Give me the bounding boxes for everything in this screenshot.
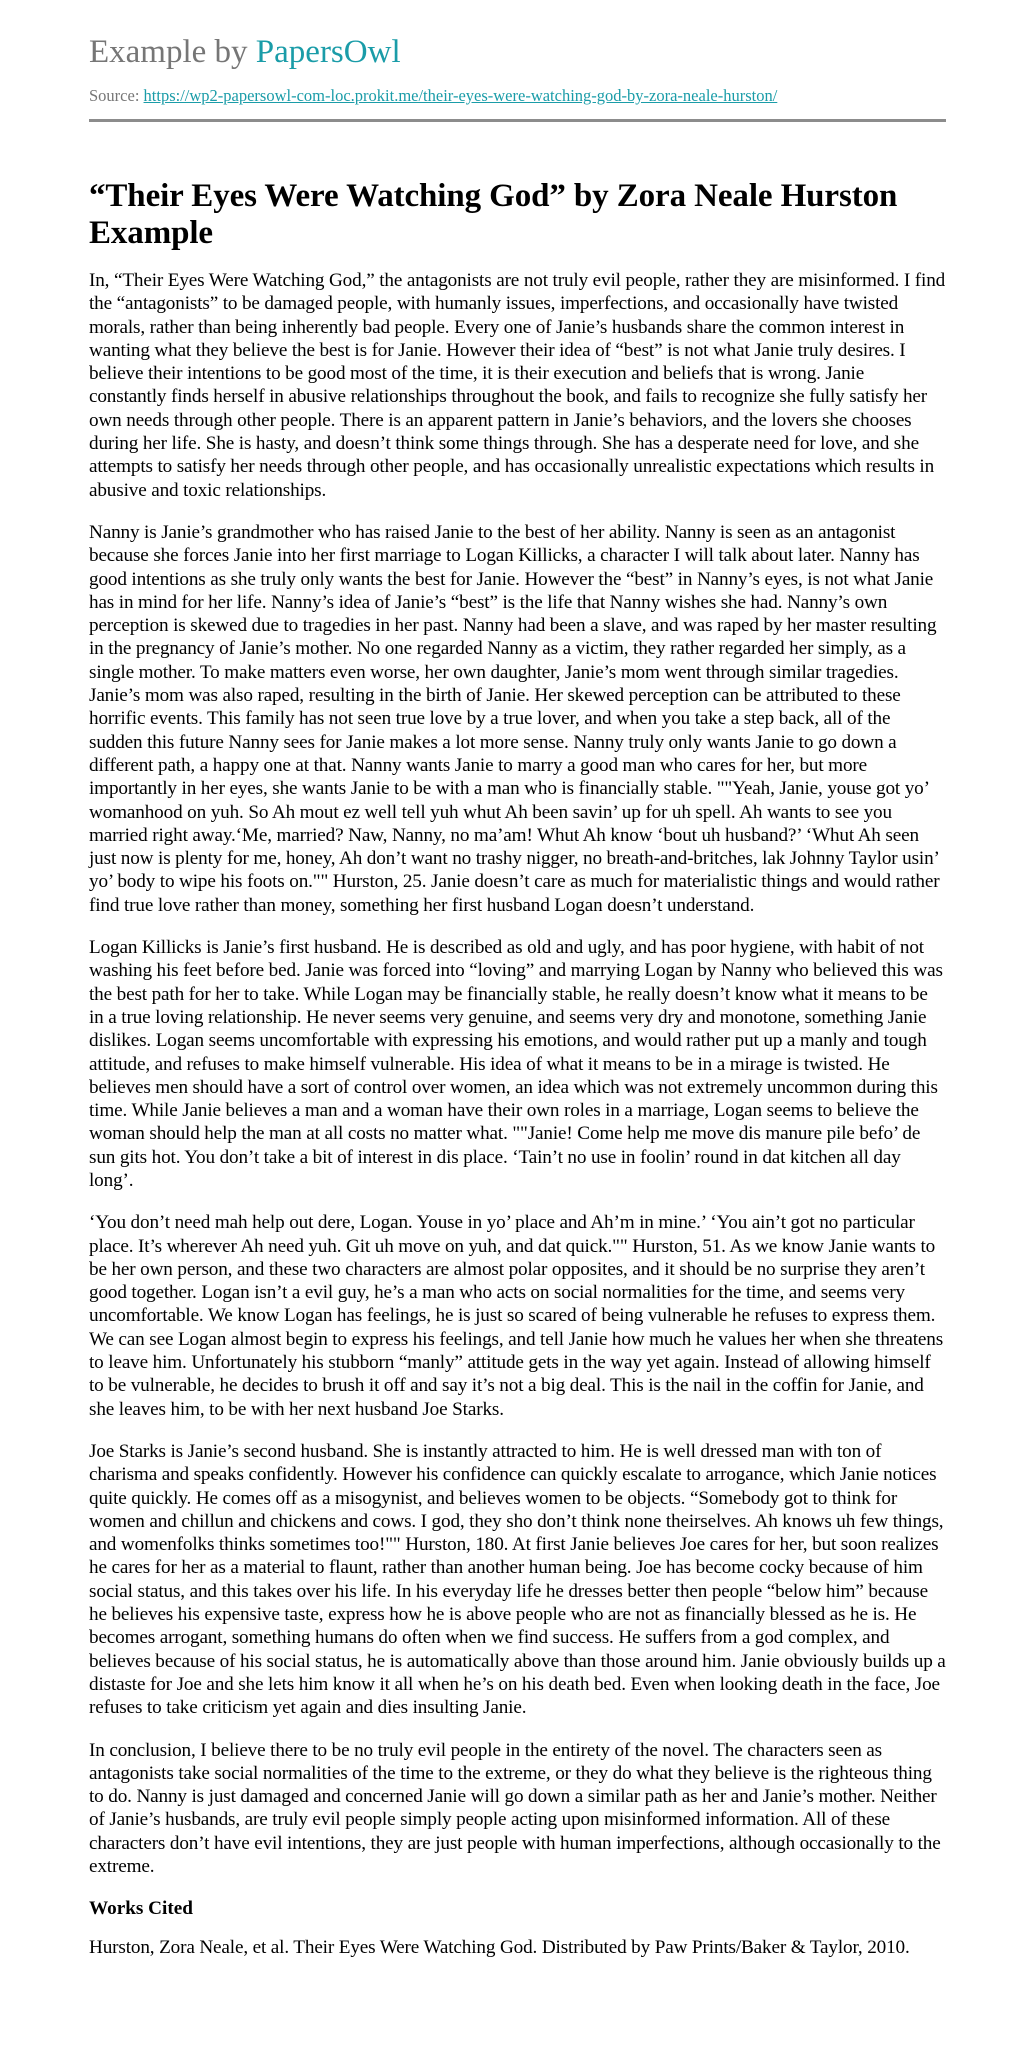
source-line: [89, 85, 946, 107]
essay-title: “Their Eyes Were Watching God” by Zora Neale Hurston Example: [89, 178, 898, 251]
essay-paragraph: Joe Starks is Janie’s second husband. She is instantly attracted to him. He is well dressed man with ton of charisma and speaks confidently. However his confidence can quickly escalate to arrogance, which Janie notices quite quickly. He comes off as a misogynist, and believes women to be objects. “Somebody got to think for women and chillun and chickens and cows. I god, they sho don’t think none theirselves. Ah knows uh few things, and womenfolks thinks sometimes too!"" Hurston, 180. At first Janie believes Joe cares for her, but soon realizes he cares for her as a material to flaunt, rather than another human being. Joe has become cocky because of him social status, and this takes over his life. In his everyday life he dresses better then people “below him” because he believes his expensive taste, express how he is above people who are not as financially blessed as he is. He becomes arrogant, something humans do often when we find success. He suffers from a god complex, and believes because of his social status, he is automatically above than those around him. Janie obviously builds up a distaste for Joe and she lets him know it all when he’s on his death bed. Even when looking death in the face, Joe refuses to take criticism yet again and dies insulting Janie.: [89, 1440, 946, 1719]
header-divider: [89, 119, 946, 122]
essay-paragraph: In conclusion, I believe there to be no truly evil people in the entirety of the novel. The characters seen as antagonists take social normalities of the time to the extreme, or they do what they believe is the righteous thing to do. Nanny is just damaged and concerned Janie will go down a similar path as her and Janie’s mother. Neither of Janie’s husbands, are truly evil people simply people acting upon misinformed information. All of these characters don’t have evil intentions, they are just people with human imperfections, although occasionally to the extreme.: [89, 1739, 941, 1877]
essay-paragraph: In, “Their Eyes Were Watching God,” the antagonists are not truly evil people, rather they are misinformed. I find the “antagonists” to be damaged people, with humanly issues, imperfections, and occasionally have twisted morals, rather than being inherently bad people. Every one of Janie’s husbands share the common interest in wanting what they believe the best is for Janie. However their idea of “best” is not what Janie truly desires. I believe their intentions to be good most of the time, it is their execution and beliefs that is wrong. Janie constantly finds herself in abusive relationships throughout the book, and fails to recognize she fully satisfy her own needs through other people. There is an apparent pattern in Janie’s behaviors, and the lovers she chooses during her life. She is hasty, and doesn’t think some things through. She has a desperate need for love, and she attempts to satisfy her needs through other people, and has occasionally unrealistic expectations which results in abusive and toxic relationships.: [89, 270, 946, 501]
document-page: [89, 0, 946, 1960]
essay-paragraph: Nanny is Janie’s grandmother who has raised Janie to the best of her ability. Nanny is seen as an antagonist because she forces Janie into her first marriage to Logan Killicks, a character I will talk about later. Nanny has good intentions as she truly only wants the best for Janie. However the “best” in Nanny’s eyes, is not what Janie has in mind for her life. Nanny’s idea of Janie’s “best” is the life that Nanny wishes she had. Nanny’s own perception is skewed due to tragedies in her past. Nanny had been a slave, and was raped by her master resulting in the pregnancy of Janie’s mother. No one regarded Nanny as a victim, they rather regarded her simply, as a single mother. To make matters even worse, her own daughter, Janie’s mom went through similar tragedies. Janie’s mom was also raped, resulting in the birth of Janie. Her skewed perception can be attributed to these horrific events. This family has not seen true love by a true lover, and when you take a step back, all of the sudden this future Nanny sees for Janie makes a lot more sense. Nanny truly only wants Janie to go down a different path, a happy one at that. Nanny wants Janie to marry a good man who cares for her, but more importantly in her eyes, she wants Janie to be with a man who is financially stable. ""Yeah, Janie, youse got yo’ womanhood on yuh. So Ah mout ez well tell yuh whut Ah been savin’ up for uh spell. Ah wants to see you married right away.‘Me, married? Naw, Nanny, no ma’am! Whut Ah know ‘bout uh husband?’ ‘Whut Ah seen just now is plenty for me, honey, Ah don’t want no trashy nigger, no breath-and-britches, lak Johnny Taylor usin’ yo’ body to wipe his foots on."" Hurston, 25. Janie doesn’t care as much for materialistic things and would rather find true love rather than money, something her first husband Logan doesn’t understand.: [89, 521, 940, 916]
site-header: [89, 28, 946, 76]
brand-logo-papersowl[interactable]: PapersOwl: [255, 34, 401, 70]
essay-body: [89, 269, 946, 1878]
works-cited-entry: Hurston, Zora Neale, et al. Their Eyes Were Watching God. Distributed by Paw Prints/Baker & Taylor, 2010.: [89, 1937, 910, 1959]
brand-prefix: Example by: [89, 34, 248, 70]
works-cited-heading: Works Cited: [89, 1898, 193, 1920]
essay-paragraph: ‘You don’t need mah help out dere, Logan. Youse in yo’ place and Ah’m in mine.’ ‘You ain’t got no particular place. It’s wherever Ah need yuh. Git uh move on yuh, and dat quick."" Hurston, 51. As we know Janie wants to be her own person, and these two characters are almost polar opposites, and it should be no surprise they aren’t good together. Logan isn’t a evil guy, he’s a man who acts on social normalities for the time, and seems very uncomfortable. We know Logan has feelings, he is just so scared of being vulnerable he refuses to express them. We can see Logan almost begin to express his feelings, and tell Janie how much he values her when she threatens to leave him. Unfortunately his stubborn “manly” attitude gets in the way yet again. Instead of allowing himself to be vulnerable, he decides to brush it off and say it’s not a big deal. This is the nail in the coffin for Janie, and she leaves him, to be with her next husband Joe Starks.: [89, 1212, 944, 1420]
source-link[interactable]: https://wp2-papersowl-com-loc.prokit.me/their-eyes-were-watching-god-by-zora-neale-hurston/: [143, 86, 778, 105]
essay-paragraph: Logan Killicks is Janie’s first husband. He is described as old and ugly, and has poor hygiene, with habit of not washing his feet before bed. Janie was forced into “loving” and marrying Logan by Nanny who believed this was the best path for her to take. While Logan may be financially stable, he really doesn’t know what it means to be in a true loving relationship. He never seems very genuine, and seems very dry and monotone, something Janie dislikes. Logan seems uncomfortable with expressing his emotions, and would rather put up a manly and tough attitude, and refuses to make himself vulnerable. His idea of what it means to be in a mirage is twisted. He believes men should have a sort of control over women, an idea which was not extremely uncommon during this time. While Janie believes a man and a woman have their own roles in a marriage, Logan seems to believe the woman should help the man at all costs no matter what. ""Janie! Come help me move dis manure pile befo’ de sun gits hot. You don’t take a bit of interest in dis place. ‘Tain’t no use in foolin’ round in dat kitchen all day long’.: [89, 937, 943, 1191]
source-label: Source:: [89, 86, 140, 105]
